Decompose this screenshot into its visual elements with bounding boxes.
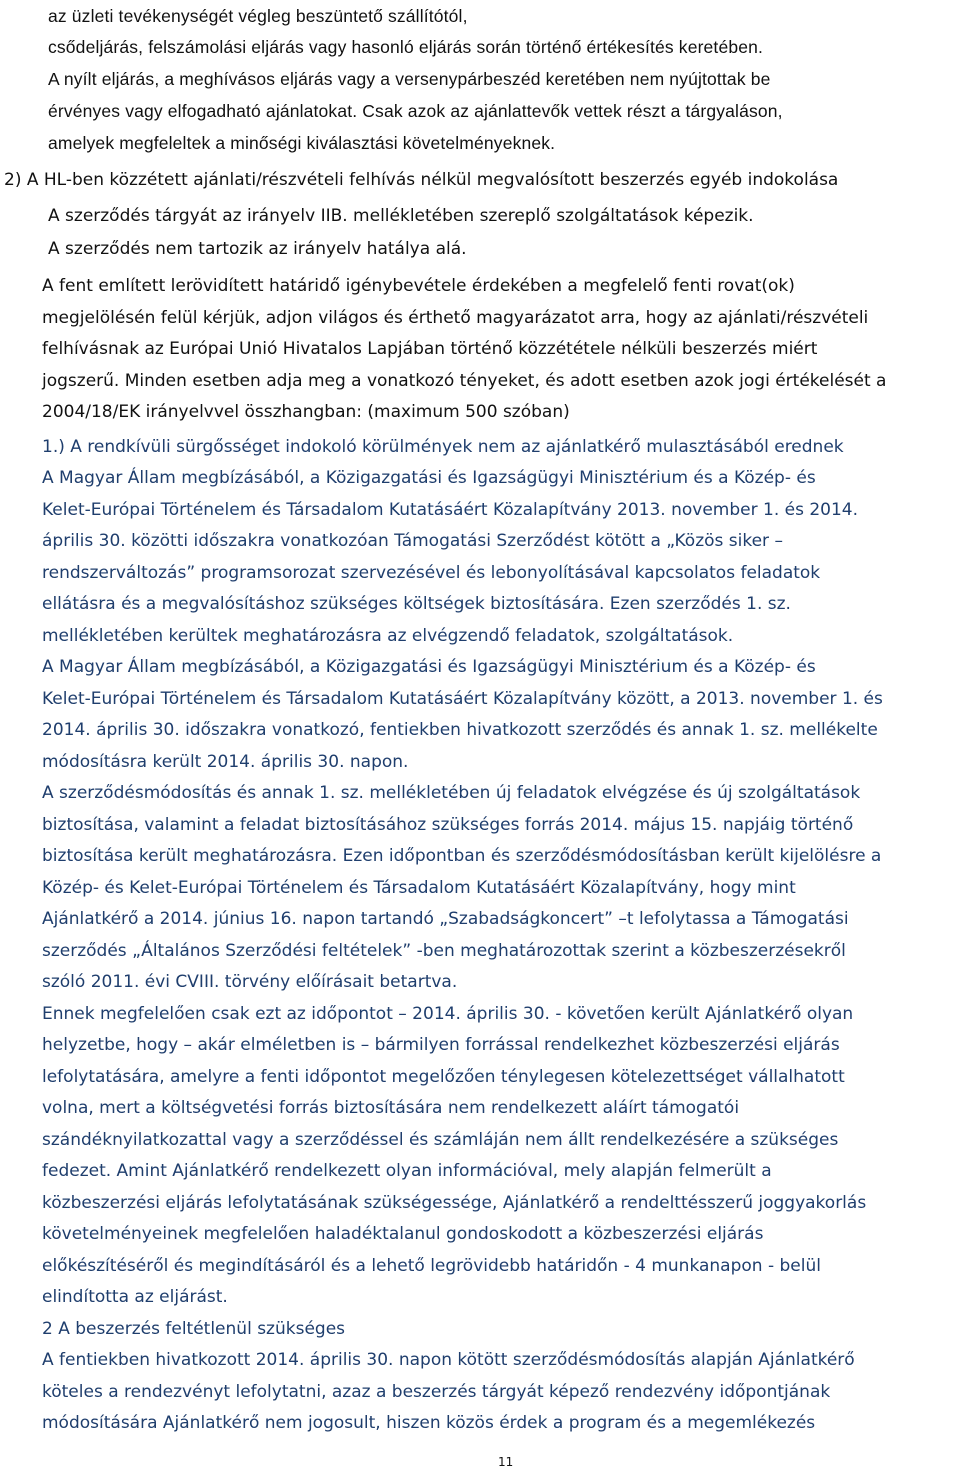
text-line: Ennek megfelelően csak ezt az időpontot – 2014. április 30. - követően került Ajánlatkérő olyan bbox=[42, 1004, 854, 1024]
text-line: fedezet. Amint Ajánlatkérő rendelkezett olyan információval, mely alapján felmerült a bbox=[42, 1161, 772, 1181]
text-line: A fentiekben hivatkozott 2014. április 30. napon kötött szerződésmódosítás alapján Ajánlatkérő bbox=[42, 1350, 855, 1370]
text-line: biztosítása került meghatározásra. Ezen időpontban és szerződésmódosításban került kijelölésre a bbox=[42, 846, 882, 866]
text-line: volna, mert a költségvetési forrás biztosítására nem rendelkezett aláírt támogatói bbox=[42, 1098, 740, 1118]
text-line: módosítására Ajánlatkérő nem jogosult, hiszen közös érdek a program és a megemlékezés bbox=[42, 1413, 816, 1433]
text-line: április 30. közötti időszakra vonatkozóan Támogatási Szerződést kötött a „Közös siker – bbox=[42, 531, 783, 551]
text-line: köteles a rendezvényt lefolytatni, azaz a beszerzés tárgyát képező rendezvény időpontjának bbox=[42, 1382, 831, 1402]
section-heading: 2) A HL-ben közzétett ajánlati/részvételi felhívás nélkül megvalósított beszerzés egyéb indokolása bbox=[4, 170, 839, 190]
text-line: megjelölésén felül kérjük, adjon világos és érthető magyarázatot arra, hogy az ajánlati/részvételi bbox=[42, 308, 869, 328]
text-line: 2 A beszerzés feltétlenül szükséges bbox=[42, 1319, 346, 1339]
text-line: 2004/18/EK irányelvvel összhangban: (maximum 500 szóban) bbox=[42, 402, 570, 422]
page-number: 11 bbox=[498, 1455, 514, 1469]
text-line: A szerződésmódosítás és annak 1. sz. mellékletében új feladatok elvégzése és új szolgáltatások bbox=[42, 783, 861, 803]
text-line: helyzetbe, hogy – akár elméletben is – bármilyen forrással rendelkezhet közbeszerzési eljárás bbox=[42, 1035, 840, 1055]
text-line: Kelet-Európai Történelem és Társadalom Kutatásáért Közalapítvány 2013. november 1. és 2014. bbox=[42, 500, 859, 520]
text-line: előkészítéséről és megindításáról és a lehető legrövidebb határidőn - 4 munkanapon - belül bbox=[42, 1256, 821, 1276]
text-line: ellátásra és a megvalósításhoz szükséges költségek biztosítására. Ezen szerződés 1. sz. bbox=[42, 594, 791, 614]
text-line: csődeljárás, felszámolási eljárás vagy hasonló eljárás során történő értékesítés keretében. bbox=[48, 37, 763, 57]
text-line: A Magyar Állam megbízásából, a Közigazgatási és Igazságügyi Minisztérium és a Közép- és bbox=[42, 468, 816, 488]
text-line: elindította az eljárást. bbox=[42, 1287, 228, 1307]
text-line: A szerződés nem tartozik az irányelv hatálya alá. bbox=[48, 239, 467, 259]
text-line: Közép- és Kelet-Európai Történelem és Társadalom Kutatásáért Közalapítvány, hogy mint bbox=[42, 878, 796, 898]
text-line: érvényes vagy elfogadható ajánlatokat. Csak azok az ajánlattevők vettek részt a tárgyaláson, bbox=[48, 101, 783, 121]
text-line: A fent említett lerövidített határidő igénybevétele érdekében a megfelelő fenti rovat(ok) bbox=[42, 276, 795, 296]
text-line: A nyílt eljárás, a meghívásos eljárás vagy a versenypárbeszéd keretében nem nyújtottak be bbox=[48, 69, 771, 89]
text-line: az üzleti tevékenységét végleg beszüntető szállítótól, bbox=[48, 6, 468, 26]
text-line: biztosítása, valamint a feladat biztosításához szükséges forrás 2014. május 15. napjáig történő bbox=[42, 815, 854, 835]
text-line: jogszerű. Minden esetben adja meg a vonatkozó tényeket, és adott esetben azok jogi értékelését a bbox=[42, 371, 887, 391]
text-line: módosításra került 2014. április 30. napon. bbox=[42, 752, 409, 772]
text-line: amelyek megfeleltek a minőségi kiválasztási követelményeknek. bbox=[48, 133, 556, 153]
text-line: mellékletében kerültek meghatározásra az elvégzendő feladatok, szolgáltatások. bbox=[42, 626, 734, 646]
text-line: A Magyar Állam megbízásából, a Közigazgatási és Igazságügyi Minisztérium és a Közép- és bbox=[42, 657, 816, 677]
text-line: közbeszerzési eljárás lefolytatásának szükségessége, Ajánlatkérő a rendelttésszerű joggyakorlás bbox=[42, 1193, 867, 1213]
text-line: lefolytatására, amelyre a fenti időpontot megelőzően ténylegesen kötelezettséget vállalhatott bbox=[42, 1067, 845, 1087]
text-line: 1.) A rendkívüli sürgősséget indokoló körülmények nem az ajánlatkérő mulasztásából erednek bbox=[42, 437, 844, 457]
text-line: rendszerváltozás” programsorozat szervezésével és lebonyolításával kapcsolatos feladatok bbox=[42, 563, 821, 583]
text-line: A szerződés tárgyát az irányelv IIB. mellékletében szereplő szolgáltatások képezik. bbox=[48, 206, 754, 226]
text-line: szerződés „Általános Szerződési feltételek” -ben meghatározottak szerint a közbeszerzésekről bbox=[42, 941, 846, 961]
text-line: Ajánlatkérő a 2014. június 16. napon tartandó „Szabadságkoncert” –t lefolytassa a Támogatási bbox=[42, 909, 849, 929]
text-line: felhívásnak az Európai Unió Hivatalos Lapjában történő közzététele nélküli beszerzés miért bbox=[42, 339, 818, 359]
text-line: követelményeinek megfelelően haladéktalanul gondoskodott a közbeszerzési eljárás bbox=[42, 1224, 764, 1244]
text-line: szándéknyilatkozattal vagy a szerződéssel és számláján nem állt rendelkezésére a szükséges bbox=[42, 1130, 839, 1150]
text-line: szóló 2011. évi CVIII. törvény előírásait betartva. bbox=[42, 972, 458, 992]
text-line: 2014. április 30. időszakra vonatkozó, fentiekben hivatkozott szerződés és annak 1. sz. mellékelte bbox=[42, 720, 878, 740]
text-line: Kelet-Európai Történelem és Társadalom Kutatásáért Közalapítvány között, a 2013. november 1. és bbox=[42, 689, 883, 709]
